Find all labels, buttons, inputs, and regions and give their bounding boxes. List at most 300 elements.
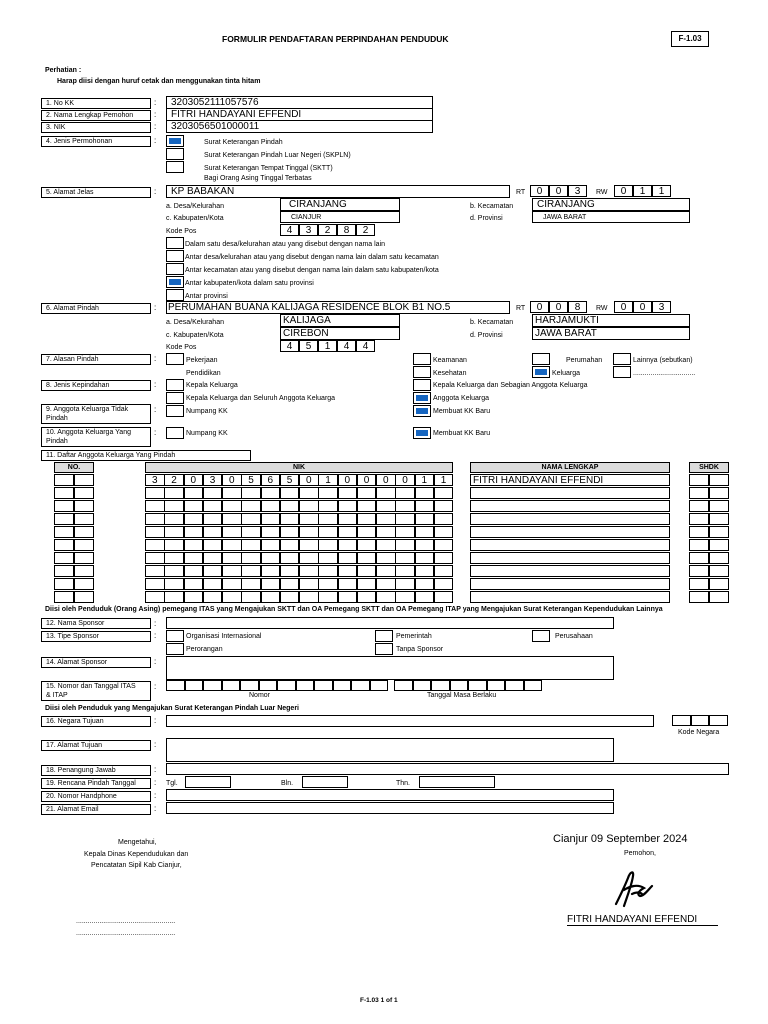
nik-digit-cell[interactable] xyxy=(261,565,281,577)
alasan-perumahan-checkbox[interactable] xyxy=(532,353,550,365)
shdk-cell[interactable] xyxy=(689,578,709,590)
nik-digit-cell[interactable] xyxy=(299,500,319,512)
shdk-cell[interactable] xyxy=(689,487,709,499)
nik-digit-cell[interactable] xyxy=(395,500,415,512)
row-no-cell[interactable] xyxy=(54,513,74,525)
nik-digit-cell[interactable] xyxy=(299,539,319,551)
nik-digit-cell[interactable] xyxy=(376,565,396,577)
nik-digit-cell[interactable] xyxy=(434,552,454,564)
nik-digit-cell[interactable] xyxy=(415,578,435,590)
alamat-sponsor-field[interactable] xyxy=(166,656,614,680)
rw-digit[interactable]: 0 xyxy=(614,185,633,197)
nik-digit-cell[interactable] xyxy=(299,578,319,590)
nik-digit-cell[interactable] xyxy=(338,539,358,551)
nik-digit-cell[interactable] xyxy=(280,526,300,538)
nik-digit-cell[interactable]: 6 xyxy=(261,474,281,486)
nik-digit-cell[interactable] xyxy=(145,526,165,538)
alasan-keamanan-checkbox[interactable] xyxy=(413,353,431,365)
nik-digit-cell[interactable] xyxy=(145,552,165,564)
itas-nomor-box[interactable] xyxy=(351,680,370,691)
nama-sponsor-field[interactable] xyxy=(166,617,614,629)
nik-digit-cell[interactable] xyxy=(241,539,261,551)
shdk-cell[interactable] xyxy=(689,526,709,538)
nik-digit-cell[interactable] xyxy=(415,513,435,525)
shdk-cell[interactable] xyxy=(689,591,709,603)
nik-digit-cell[interactable] xyxy=(241,500,261,512)
nik-digit-cell[interactable] xyxy=(376,552,396,564)
nik-digit-cell[interactable] xyxy=(261,487,281,499)
itas-tanggal-box[interactable] xyxy=(505,680,524,691)
nik-digit-cell[interactable] xyxy=(395,487,415,499)
nik-digit-cell[interactable] xyxy=(241,526,261,538)
desa-field[interactable]: CIRANJANG xyxy=(280,198,400,211)
nik-digit-cell[interactable] xyxy=(203,591,223,603)
kode-negara-box[interactable] xyxy=(709,715,728,726)
kabupaten-field[interactable]: CIANJUR xyxy=(280,211,400,223)
nik-digit-cell[interactable] xyxy=(280,565,300,577)
row-no-cell[interactable] xyxy=(74,500,94,512)
nik-digit-cell[interactable] xyxy=(395,591,415,603)
nik-digit-cell[interactable] xyxy=(184,513,204,525)
itas-nomor-box[interactable] xyxy=(296,680,315,691)
nik-digit-cell[interactable] xyxy=(222,526,242,538)
nik-digit-cell[interactable]: 3 xyxy=(203,474,223,486)
nama-cell[interactable] xyxy=(470,513,670,525)
thn-field[interactable] xyxy=(419,776,495,788)
nik-digit-cell[interactable] xyxy=(280,591,300,603)
nik-digit-cell[interactable] xyxy=(318,578,338,590)
nik-digit-cell[interactable] xyxy=(222,591,242,603)
nik-digit-cell[interactable]: 1 xyxy=(434,474,454,486)
alasan-kesehatan-checkbox[interactable] xyxy=(413,366,431,378)
nik-digit-cell[interactable] xyxy=(357,552,377,564)
nik-digit-cell[interactable] xyxy=(318,500,338,512)
rt-digit[interactable]: 3 xyxy=(568,185,587,197)
nik-digit-cell[interactable] xyxy=(357,578,377,590)
row-no-cell[interactable] xyxy=(74,487,94,499)
nik-digit-cell[interactable] xyxy=(434,578,454,590)
nik-digit-cell[interactable] xyxy=(415,526,435,538)
nik-digit-cell[interactable] xyxy=(318,526,338,538)
nik-digit-cell[interactable] xyxy=(222,487,242,499)
nik-digit-cell[interactable] xyxy=(203,539,223,551)
row-no-cell[interactable] xyxy=(54,474,74,486)
nama-cell[interactable] xyxy=(470,578,670,590)
nik-digit-cell[interactable] xyxy=(184,487,204,499)
nik-digit-cell[interactable] xyxy=(280,513,300,525)
nik-digit-cell[interactable] xyxy=(261,500,281,512)
nik-digit-cell[interactable]: 0 xyxy=(299,474,319,486)
nik-digit-cell[interactable] xyxy=(184,591,204,603)
kodepos-digit[interactable]: 2 xyxy=(356,224,375,236)
nik-digit-cell[interactable] xyxy=(203,552,223,564)
nik-digit-cell[interactable] xyxy=(376,526,396,538)
kepindahan-kk-sebagian-checkbox[interactable] xyxy=(413,379,431,391)
row-no-cell[interactable] xyxy=(74,474,94,486)
nik-digit-cell[interactable]: 0 xyxy=(222,474,242,486)
tipe-tanpa-sponsor-checkbox[interactable] xyxy=(375,643,393,655)
nik-digit-cell[interactable] xyxy=(434,487,454,499)
nik-digit-cell[interactable] xyxy=(184,500,204,512)
q9-membuat-checkbox[interactable] xyxy=(413,405,431,417)
nik-digit-cell[interactable] xyxy=(338,526,358,538)
row-no-cell[interactable] xyxy=(54,526,74,538)
row-no-cell[interactable] xyxy=(74,513,94,525)
nama-cell[interactable] xyxy=(470,552,670,564)
shdk-cell[interactable] xyxy=(689,565,709,577)
nik-digit-cell[interactable] xyxy=(164,513,184,525)
nik-digit-cell[interactable] xyxy=(376,539,396,551)
shdk-cell[interactable] xyxy=(709,539,729,551)
nik-digit-cell[interactable] xyxy=(164,500,184,512)
nik-digit-cell[interactable] xyxy=(261,513,281,525)
row-no-cell[interactable] xyxy=(54,591,74,603)
nik-digit-cell[interactable] xyxy=(164,487,184,499)
klasifikasi-checkbox[interactable] xyxy=(166,250,184,262)
nik-digit-cell[interactable] xyxy=(203,500,223,512)
nik-digit-cell[interactable] xyxy=(357,591,377,603)
kodepos-digit[interactable]: 4 xyxy=(280,224,299,236)
tipe-pemerintah-checkbox[interactable] xyxy=(375,630,393,642)
nik-digit-cell[interactable] xyxy=(145,487,165,499)
nik-digit-cell[interactable] xyxy=(164,565,184,577)
klasifikasi-checkbox[interactable] xyxy=(166,263,184,275)
nik-digit-cell[interactable] xyxy=(338,552,358,564)
nik-digit-cell[interactable] xyxy=(184,539,204,551)
nik-digit-cell[interactable] xyxy=(434,591,454,603)
nik-digit-cell[interactable] xyxy=(222,578,242,590)
klasifikasi-checkbox[interactable] xyxy=(166,289,184,301)
kepindahan-kk-seluruh-checkbox[interactable] xyxy=(166,392,184,404)
nik-digit-cell[interactable] xyxy=(184,552,204,564)
klasifikasi-checkbox[interactable] xyxy=(166,237,184,249)
shdk-cell[interactable] xyxy=(709,565,729,577)
rw-digit[interactable]: 1 xyxy=(633,185,652,197)
shdk-cell[interactable] xyxy=(689,513,709,525)
nik-digit-cell[interactable] xyxy=(395,552,415,564)
tgl-field[interactable] xyxy=(185,776,231,788)
alamat-pindah-field[interactable]: PERUMAHAN BUANA KALIJAGA RESIDENCE BLOK B1 NO.5 xyxy=(166,301,510,314)
nik-digit-cell[interactable] xyxy=(241,487,261,499)
nik-digit-cell[interactable]: 0 xyxy=(357,474,377,486)
nik-digit-cell[interactable] xyxy=(203,578,223,590)
kodepos-digit[interactable]: 1 xyxy=(318,340,337,352)
desa-field[interactable]: KALIJAGA xyxy=(280,314,400,327)
nik-digit-cell[interactable] xyxy=(222,565,242,577)
nik-digit-cell[interactable]: 0 xyxy=(376,474,396,486)
tipe-perusahaan-checkbox[interactable] xyxy=(532,630,550,642)
itas-tanggal-box[interactable] xyxy=(431,680,450,691)
itas-nomor-box[interactable] xyxy=(277,680,296,691)
nik-digit-cell[interactable] xyxy=(145,513,165,525)
row-no-cell[interactable] xyxy=(74,539,94,551)
shdk-cell[interactable] xyxy=(709,500,729,512)
nik-digit-cell[interactable] xyxy=(261,526,281,538)
nik-digit-cell[interactable] xyxy=(222,500,242,512)
nik-digit-cell[interactable] xyxy=(357,526,377,538)
row-no-cell[interactable] xyxy=(74,565,94,577)
kodepos-digit[interactable]: 8 xyxy=(337,224,356,236)
shdk-cell[interactable] xyxy=(709,513,729,525)
nik-digit-cell[interactable] xyxy=(241,591,261,603)
alasan-pekerjaan-checkbox[interactable] xyxy=(166,353,184,365)
provinsi-field[interactable]: JAWA BARAT xyxy=(532,211,690,223)
nik-digit-cell[interactable] xyxy=(203,565,223,577)
shdk-cell[interactable] xyxy=(709,578,729,590)
nik-digit-cell[interactable] xyxy=(415,500,435,512)
nik-digit-cell[interactable] xyxy=(395,513,415,525)
q9-numpang-checkbox[interactable] xyxy=(166,405,184,417)
itas-tanggal-box[interactable] xyxy=(487,680,506,691)
no-kk-field[interactable]: 3203052111057576 xyxy=(166,96,433,109)
nik-digit-cell[interactable]: 1 xyxy=(415,474,435,486)
alamat-tujuan-field[interactable] xyxy=(166,738,614,762)
row-no-cell[interactable] xyxy=(54,500,74,512)
nik-digit-cell[interactable] xyxy=(164,526,184,538)
nik-digit-cell[interactable] xyxy=(434,513,454,525)
kodepos-digit[interactable]: 2 xyxy=(318,224,337,236)
nik-digit-cell[interactable] xyxy=(376,578,396,590)
shdk-cell[interactable] xyxy=(689,552,709,564)
nik-digit-cell[interactable] xyxy=(241,578,261,590)
nik-digit-cell[interactable] xyxy=(184,578,204,590)
nik-digit-cell[interactable] xyxy=(357,539,377,551)
nik-digit-cell[interactable] xyxy=(318,513,338,525)
nik-digit-cell[interactable] xyxy=(164,578,184,590)
hp-field[interactable] xyxy=(166,789,614,801)
itas-tanggal-box[interactable] xyxy=(524,680,543,691)
itas-nomor-box[interactable] xyxy=(185,680,204,691)
nik-digit-cell[interactable] xyxy=(318,591,338,603)
nik-digit-cell[interactable]: 2 xyxy=(164,474,184,486)
kode-negara-box[interactable] xyxy=(672,715,691,726)
nik-digit-cell[interactable] xyxy=(357,500,377,512)
nik-digit-cell[interactable] xyxy=(203,487,223,499)
nik-digit-cell[interactable] xyxy=(357,487,377,499)
nik-digit-cell[interactable] xyxy=(415,565,435,577)
nik-digit-cell[interactable] xyxy=(299,591,319,603)
kecamatan-field[interactable]: HARJAMUKTI xyxy=(532,314,690,327)
itas-nomor-box[interactable] xyxy=(333,680,352,691)
nik-digit-cell[interactable] xyxy=(203,526,223,538)
nama-cell[interactable] xyxy=(470,565,670,577)
shdk-cell[interactable] xyxy=(689,500,709,512)
nik-digit-cell[interactable] xyxy=(222,552,242,564)
provinsi-field[interactable]: JAWA BARAT xyxy=(532,327,690,340)
nik-digit-cell[interactable] xyxy=(280,578,300,590)
negara-tujuan-field[interactable] xyxy=(166,715,654,727)
nik-digit-cell[interactable] xyxy=(434,526,454,538)
nik-digit-cell[interactable] xyxy=(318,565,338,577)
nik-digit-cell[interactable] xyxy=(241,565,261,577)
rt-digit[interactable]: 8 xyxy=(568,301,587,313)
alamat-jelas-field[interactable]: KP BABAKAN xyxy=(166,185,510,198)
kepindahan-kk-checkbox[interactable] xyxy=(166,379,184,391)
q10-membuat-checkbox[interactable] xyxy=(413,427,431,439)
itas-tanggal-box[interactable] xyxy=(394,680,413,691)
nik-digit-cell[interactable] xyxy=(395,526,415,538)
tipe-organisasi-checkbox[interactable] xyxy=(166,630,184,642)
nik-field[interactable]: 3203056501000011 xyxy=(166,120,433,133)
kepindahan-anggota-checkbox[interactable] xyxy=(413,392,431,404)
nik-digit-cell[interactable] xyxy=(376,591,396,603)
nik-digit-cell[interactable] xyxy=(415,539,435,551)
rt-digit[interactable]: 0 xyxy=(530,301,549,313)
nik-digit-cell[interactable] xyxy=(261,578,281,590)
q10-numpang-checkbox[interactable] xyxy=(166,427,184,439)
shdk-cell[interactable] xyxy=(709,474,729,486)
alasan-lainnya-checkbox[interactable] xyxy=(613,353,631,365)
shdk-cell[interactable] xyxy=(709,487,729,499)
row-no-cell[interactable] xyxy=(74,552,94,564)
nik-digit-cell[interactable] xyxy=(415,591,435,603)
nik-digit-cell[interactable] xyxy=(203,513,223,525)
nik-digit-cell[interactable] xyxy=(376,487,396,499)
shdk-cell[interactable] xyxy=(709,552,729,564)
nama-cell[interactable]: FITRI HANDAYANI EFFENDI xyxy=(470,474,670,486)
nik-digit-cell[interactable] xyxy=(338,500,358,512)
shdk-cell[interactable] xyxy=(689,474,709,486)
row-no-cell[interactable] xyxy=(54,552,74,564)
nama-cell[interactable] xyxy=(470,539,670,551)
kodepos-digit[interactable]: 4 xyxy=(337,340,356,352)
itas-nomor-box[interactable] xyxy=(370,680,389,691)
nama-cell[interactable] xyxy=(470,591,670,603)
itas-tanggal-box[interactable] xyxy=(468,680,487,691)
tipe-perorangan-checkbox[interactable] xyxy=(166,643,184,655)
nik-digit-cell[interactable] xyxy=(415,487,435,499)
row-no-cell[interactable] xyxy=(74,591,94,603)
alasan-lainnya-detail-checkbox[interactable] xyxy=(613,366,631,378)
itas-tanggal-box[interactable] xyxy=(413,680,432,691)
nik-digit-cell[interactable] xyxy=(299,526,319,538)
row-no-cell[interactable] xyxy=(54,565,74,577)
itas-nomor-box[interactable] xyxy=(222,680,241,691)
rw-digit[interactable]: 0 xyxy=(614,301,633,313)
nik-digit-cell[interactable] xyxy=(280,552,300,564)
nik-digit-cell[interactable] xyxy=(222,513,242,525)
nik-digit-cell[interactable]: 0 xyxy=(338,474,358,486)
nik-digit-cell[interactable]: 3 xyxy=(145,474,165,486)
nik-digit-cell[interactable]: 5 xyxy=(241,474,261,486)
alasan-keluarga-checkbox[interactable] xyxy=(532,366,550,378)
nik-digit-cell[interactable] xyxy=(434,539,454,551)
nik-digit-cell[interactable] xyxy=(434,500,454,512)
itas-tanggal-box[interactable] xyxy=(450,680,469,691)
nik-digit-cell[interactable] xyxy=(415,552,435,564)
rt-digit[interactable]: 0 xyxy=(549,185,568,197)
kodepos-digit[interactable]: 3 xyxy=(299,224,318,236)
itas-nomor-box[interactable] xyxy=(314,680,333,691)
row-no-cell[interactable] xyxy=(54,487,74,499)
rw-digit[interactable]: 1 xyxy=(652,185,671,197)
itas-nomor-box[interactable] xyxy=(166,680,185,691)
nik-digit-cell[interactable] xyxy=(338,591,358,603)
row-no-cell[interactable] xyxy=(74,578,94,590)
itas-nomor-box[interactable] xyxy=(203,680,222,691)
nik-digit-cell[interactable] xyxy=(241,552,261,564)
row-no-cell[interactable] xyxy=(54,539,74,551)
nik-digit-cell[interactable] xyxy=(164,539,184,551)
row-no-cell[interactable] xyxy=(54,578,74,590)
nik-digit-cell[interactable]: 1 xyxy=(318,474,338,486)
penanggung-field[interactable] xyxy=(166,763,729,775)
nik-digit-cell[interactable] xyxy=(338,487,358,499)
nik-digit-cell[interactable] xyxy=(261,552,281,564)
klasifikasi-checkbox[interactable] xyxy=(166,276,184,288)
nama-cell[interactable] xyxy=(470,526,670,538)
kodepos-digit[interactable]: 4 xyxy=(280,340,299,352)
nik-digit-cell[interactable] xyxy=(145,539,165,551)
itas-nomor-box[interactable] xyxy=(240,680,259,691)
rt-digit[interactable]: 0 xyxy=(530,185,549,197)
nik-digit-cell[interactable] xyxy=(280,539,300,551)
nik-digit-cell[interactable] xyxy=(318,552,338,564)
shdk-cell[interactable] xyxy=(709,591,729,603)
nik-digit-cell[interactable] xyxy=(145,500,165,512)
nik-digit-cell[interactable] xyxy=(184,565,204,577)
kabupaten-field[interactable]: CIREBON xyxy=(280,327,400,340)
nama-pemohon-field[interactable]: FITRI HANDAYANI EFFENDI xyxy=(166,108,433,121)
rt-digit[interactable]: 0 xyxy=(549,301,568,313)
nik-digit-cell[interactable] xyxy=(318,539,338,551)
nik-digit-cell[interactable] xyxy=(261,591,281,603)
nik-digit-cell[interactable] xyxy=(299,513,319,525)
jenis-skp-checkbox[interactable] xyxy=(166,135,184,147)
nik-digit-cell[interactable] xyxy=(395,565,415,577)
nik-digit-cell[interactable] xyxy=(395,578,415,590)
nama-cell[interactable] xyxy=(470,500,670,512)
kode-negara-box[interactable] xyxy=(691,715,710,726)
nik-digit-cell[interactable]: 5 xyxy=(280,474,300,486)
nik-digit-cell[interactable] xyxy=(241,513,261,525)
nik-digit-cell[interactable]: 0 xyxy=(184,474,204,486)
nik-digit-cell[interactable]: 0 xyxy=(395,474,415,486)
nik-digit-cell[interactable] xyxy=(357,565,377,577)
shdk-cell[interactable] xyxy=(689,539,709,551)
nik-digit-cell[interactable] xyxy=(338,578,358,590)
kecamatan-field[interactable]: CIRANJANG xyxy=(532,198,690,211)
nama-cell[interactable] xyxy=(470,487,670,499)
nik-digit-cell[interactable] xyxy=(299,565,319,577)
rw-digit[interactable]: 0 xyxy=(633,301,652,313)
jenis-skpln-checkbox[interactable] xyxy=(166,148,184,160)
nik-digit-cell[interactable] xyxy=(164,552,184,564)
nik-digit-cell[interactable] xyxy=(299,552,319,564)
nik-digit-cell[interactable] xyxy=(222,539,242,551)
nik-digit-cell[interactable] xyxy=(164,591,184,603)
nik-digit-cell[interactable] xyxy=(145,591,165,603)
nik-digit-cell[interactable] xyxy=(145,578,165,590)
shdk-cell[interactable] xyxy=(709,526,729,538)
nik-digit-cell[interactable] xyxy=(376,500,396,512)
nik-digit-cell[interactable] xyxy=(261,539,281,551)
row-no-cell[interactable] xyxy=(74,526,94,538)
nik-digit-cell[interactable] xyxy=(338,513,358,525)
nik-digit-cell[interactable] xyxy=(376,513,396,525)
rw-digit[interactable]: 3 xyxy=(652,301,671,313)
bln-field[interactable] xyxy=(302,776,348,788)
itas-nomor-box[interactable] xyxy=(259,680,278,691)
jenis-sktt-checkbox[interactable] xyxy=(166,161,184,173)
kodepos-digit[interactable]: 4 xyxy=(356,340,375,352)
nik-digit-cell[interactable] xyxy=(318,487,338,499)
nik-digit-cell[interactable] xyxy=(357,513,377,525)
nik-digit-cell[interactable] xyxy=(434,565,454,577)
email-field[interactable] xyxy=(166,802,614,814)
nik-digit-cell[interactable] xyxy=(184,526,204,538)
nik-digit-cell[interactable] xyxy=(280,500,300,512)
